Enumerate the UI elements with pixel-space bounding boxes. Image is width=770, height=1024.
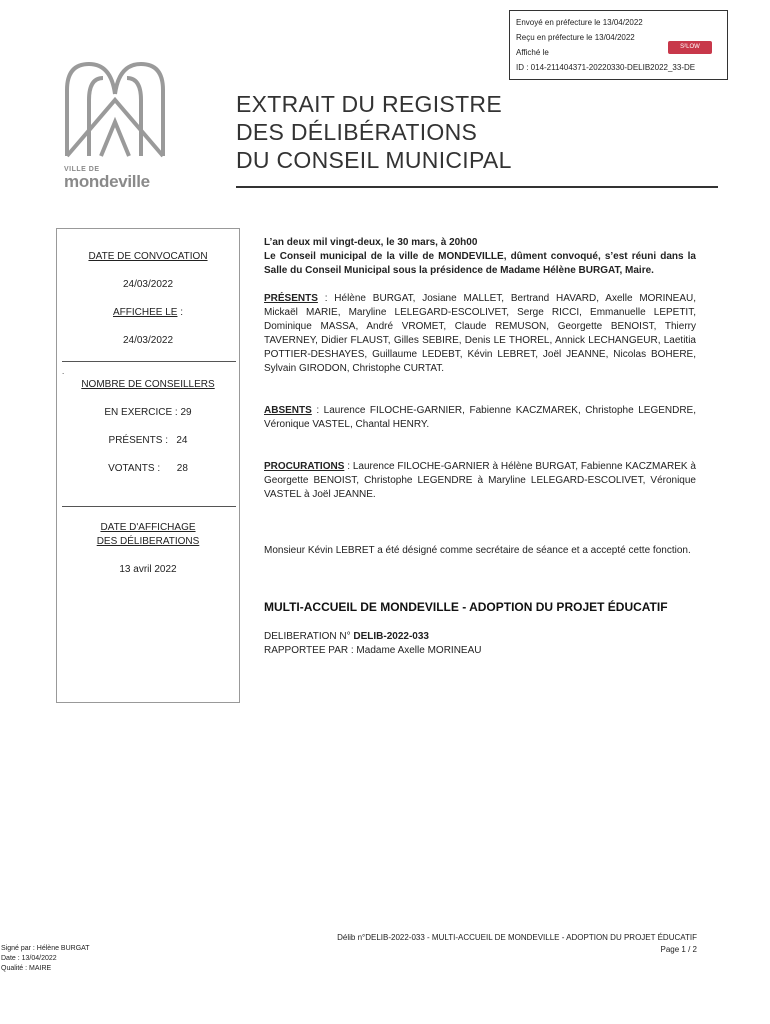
affichage-date: 13 avril 2022 <box>119 564 177 575</box>
title-line-3: DU CONSEIL MUNICIPAL <box>236 147 512 173</box>
procurations-list: : Laurence FILOCHE-GARNIER à Hélène BURGAT, Fabienne KACZMAREK à Georgette BENOIST, Christophe LEGENDRE à Maryline LELEGARD-ESCOLIVET, Véronique VASTEL à Joël JEANNE. <box>264 461 696 500</box>
deliberation-number: DELIB-2022-033 <box>353 631 429 642</box>
rapporteur: RAPPORTEE PAR : Madame Axelle MORINEAU <box>264 645 482 656</box>
stamp-received: Reçu en préfecture le 13/04/2022 <box>516 33 635 42</box>
sidebar-divider <box>62 361 236 362</box>
votants-label: VOTANTS : <box>108 463 161 474</box>
info-sidebar <box>56 228 240 703</box>
presents-count-label: PRÉSENTS : <box>108 435 168 446</box>
page-footer <box>300 932 697 956</box>
en-exercice: EN EXERCICE : 29 <box>104 407 192 418</box>
convocation-label: DATE DE CONVOCATION <box>88 251 208 262</box>
votants-row <box>57 463 239 474</box>
deliberation-heading: MULTI-ACCUEIL DE MONDEVILLE - ADOPTION DU PROJET ÉDUCATIF <box>264 600 668 614</box>
title-divider <box>236 186 718 188</box>
procurations-paragraph <box>264 460 696 502</box>
title-line-1: EXTRAIT DU REGISTRE <box>236 91 502 117</box>
presents-count-row <box>57 435 239 446</box>
mondeville-logo <box>60 60 175 190</box>
secretaire-text: Monsieur Kévin LEBRET a été désigné comme secrétaire de séance et a accepté cette fonction. <box>264 545 691 556</box>
affichage-label-1: DATE D'AFFICHAGE <box>100 522 196 533</box>
signature-block <box>1 944 90 974</box>
absents-paragraph <box>264 404 696 432</box>
presents-list: : Hélène BURGAT, Josiane MALLET, Bertrand HAVARD, Axelle MORINEAU, Mickaël MARIE, Maryline LELEGARD-ESCOLIVET, Serge RICCI, Emmanuelle LEPETIT, Dominique MASSA, André VROMET, Claude REMUSON, Georgette BENOIST, Thierry TAVERNEY, Didier FLAUST, Gilles SEBIRE, Denis LE THOREL, Annick LECHANGEUR, Laetitia POTTIER-DESHAYES, Guillaume LEDEBT, Kévin LEBRET, Joël JEANNE, Nicolas BOHERE, Sylvain GIRODON, Christophe CURTAT. <box>264 293 696 374</box>
presents-count: 24 <box>176 435 188 446</box>
signed-by: Signé par : Hélène BURGAT <box>1 945 90 952</box>
session-intro <box>264 236 696 278</box>
conseillers-label: NOMBRE DE CONSEILLERS <box>81 379 215 390</box>
deliberation-info <box>264 630 696 658</box>
absents-label: ABSENTS <box>264 405 312 416</box>
deliberation-number-row <box>264 630 696 644</box>
presents-label: PRÉSENTS <box>264 293 318 304</box>
signature-date: Date : 13/04/2022 <box>1 955 57 962</box>
votants-count: 28 <box>176 463 188 474</box>
slow-logo: S²LOW <box>668 41 712 54</box>
deliberation-label: DELIBERATION N° <box>264 631 354 642</box>
logo-mondeville: mondeville <box>64 172 150 191</box>
affichee-label: AFFICHEE LE <box>112 307 178 318</box>
presents-paragraph <box>264 292 696 376</box>
page-number: Page 1 / 2 <box>660 945 697 954</box>
stamp-posted: Affiché le <box>516 48 549 57</box>
affichage-label-2: DES DÉLIBERATIONS <box>96 536 200 547</box>
signature-quality: Qualité : MAIRE <box>1 965 52 972</box>
page-title <box>236 90 512 174</box>
intro-text: Le Conseil municipal de la ville de MONDEVILLE, dûment convoqué, s’est réuni dans la Salle du Conseil Municipal sous la présidence de Madame Hélène BURGAT, Maire. <box>264 251 696 276</box>
title-line-2: DES DÉLIBÉRATIONS <box>236 119 478 145</box>
sidebar-divider-2 <box>62 506 236 507</box>
footer-delib: Délib n°DELIB-2022-033 - MULTI-ACCUEIL DE MONDEVILLE - ADOPTION DU PROJET ÉDUCATIF <box>337 933 697 942</box>
affichee-date: 24/03/2022 <box>122 335 174 346</box>
affichee-colon: : <box>177 307 184 318</box>
intro-date: L’an deux mil vingt-deux, le 30 mars, à 20h00 <box>264 237 478 248</box>
convocation-date: 24/03/2022 <box>122 279 174 290</box>
affichee-row <box>57 307 239 318</box>
prefecture-stamp <box>509 10 728 80</box>
stamp-sent: Envoyé en préfecture le 13/04/2022 <box>516 18 643 27</box>
sidebar-dot: . <box>62 367 65 376</box>
mondeville-emblem-icon <box>63 60 168 162</box>
absents-list: : Laurence FILOCHE-GARNIER, Fabienne KACZMAREK, Christophe LEGENDRE, Véronique VASTEL, Chantal HENRY. <box>264 405 696 430</box>
procurations-label: PROCURATIONS <box>264 461 345 472</box>
stamp-id: ID : 014-211404371-20220330-DELIB2022_33-DE <box>516 63 696 72</box>
logo-ville-de: VILLE DE <box>64 166 100 173</box>
